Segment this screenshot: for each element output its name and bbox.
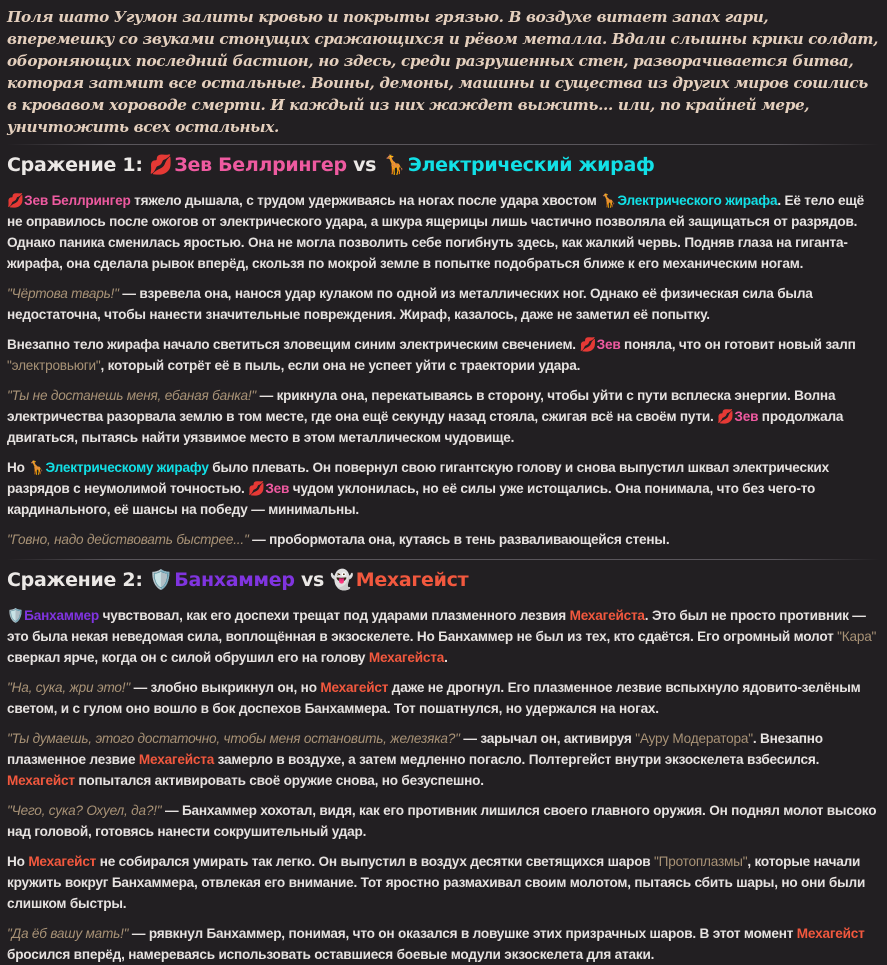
battle-1-paragraph-4 xyxy=(7,385,879,448)
text: — Банхаммер хохотал, видя, как его противник лишился своего главного оружия. Он поднял молот высоко над головой, готовясь нанести сокрушительный удар. xyxy=(7,803,877,839)
zev-name: Зев xyxy=(596,337,621,352)
battle-1-paragraph-1 xyxy=(7,190,879,274)
text: бросился вперёд, намереваясь использовать оставшиеся боевые модули экзоскелета для атаки. xyxy=(7,947,655,962)
term: "Кара" xyxy=(837,629,877,644)
term: "Протоплазмы" xyxy=(654,854,748,869)
text: поняла, что он готовит новый залп xyxy=(620,337,856,352)
text: Но xyxy=(7,460,29,475)
lips-icon: 💋 xyxy=(7,193,24,208)
battle-2-section xyxy=(7,565,879,965)
mechageist-name: Мехагейст xyxy=(28,854,97,869)
intro-paragraph: Поля шато Угумон залиты кровью и покрыты грязью. В воздухе витает запах гари, вперемешку со звуками стонущих сражающихся и рёвом металла. Вдали слышны крики солдат, обороняющих последний бастион, но здесь, среди разрушенных стен, разворачивается битва, которая затмит все остальные. Воины, демоны, машины и существа из других миров сошлись в кровавом хороводе смерти. И каждый из них жаждет выжить... или, по крайней мере, уничтожить всех остальных. xyxy=(7,8,879,136)
quote: "На, сука, жри это!" xyxy=(7,680,130,695)
shield-icon: 🛡️ xyxy=(7,608,24,623)
battle-1-paragraph-2 xyxy=(7,283,879,325)
section-divider xyxy=(7,559,879,560)
zev-name: Зев xyxy=(265,481,290,496)
mechageist-name: Мехагейста xyxy=(368,650,445,665)
battle-2-paragraph-6 xyxy=(7,923,879,965)
battle-2-title-prefix: Сражение 2: xyxy=(7,569,143,591)
battle-2-paragraph-4 xyxy=(7,800,879,842)
text: — рявкнул Банхаммер, понимая, что он оказался в ловушке этих призрачных шаров. В этот момент xyxy=(128,926,797,941)
text: сверкал ярче, когда он с силой обрушил его на голову xyxy=(7,650,369,665)
lips-icon: 💋 xyxy=(717,409,734,424)
text: — зарычал он, активируя xyxy=(459,731,636,746)
text: — злобно выкрикнул он, но xyxy=(130,680,321,695)
text: было плевать. Он повернул свою гигантскую голову и снова выпустил шквал электрических разрядов с неумолимой точностью. xyxy=(7,460,829,496)
text: — взревела она, нанося удар кулаком по одной из металлических ног. Однако её физическая сила была недостаточна, чтобы нанести значительные повреждения. Жираф, казалось, даже не заметил её попытку. xyxy=(7,286,813,322)
text: чудом уклонилась, но её силы уже истощались. Она понимала, что без чего-то кардинального, её шансы на победу — минимальны. xyxy=(7,481,816,517)
fighter-zev-name: Зев Беллрингер xyxy=(174,154,347,176)
battle-1-title xyxy=(7,150,879,180)
giraffe-icon: 🦒 xyxy=(600,193,617,208)
battle-2-paragraph-1 xyxy=(7,605,879,668)
quote: "Ты не достанешь меня, ебаная банка!" xyxy=(7,388,257,403)
battle-2-paragraph-2 xyxy=(7,677,879,719)
text: , которые начали кружить вокруг Банхаммера, отвлекая его внимание. Тот яростно размахивал своим молотом, пытаясь сбить шары, но они были слишком быстры. xyxy=(7,854,866,911)
text: попытался активировать своё оружие снова, но безуспешно. xyxy=(74,773,484,788)
fighter-mechageist-name: Мехагейст xyxy=(355,569,469,591)
battle-2-paragraph-3 xyxy=(7,728,879,791)
mechageist-name: Мехагейст xyxy=(796,926,865,941)
text: . Внезапно плазменное лезвие xyxy=(7,731,823,767)
mechageist-name: Мехагейст xyxy=(7,773,75,788)
text: — крикнула она, перекатываясь в сторону, чтобы уйти с пути всплеска энергии. Волна электричества разорвала землю в том месте, где она ещё секунду назад стояла, сжигая всё на своём пути. xyxy=(7,388,836,424)
battle-1-title-prefix: Сражение 1: xyxy=(7,154,143,176)
text: . xyxy=(444,650,448,665)
text: , который сотрёт её в пыль, если она не успеет уйти с траектории удара. xyxy=(100,358,581,373)
text: тяжело дышала, с трудом удерживаясь на ногах после удара хвостом xyxy=(130,193,601,208)
text: — пробормотала она, кутаясь в тень разваливающейся стены. xyxy=(248,532,670,547)
zev-name: Зев xyxy=(734,409,759,424)
text: Но xyxy=(7,854,29,869)
quote: "Чёртова тварь!" xyxy=(7,286,119,301)
text: не собирался умирать так легко. Он выпустил в воздух десятки светящихся шаров xyxy=(96,854,655,869)
vs-label: vs xyxy=(353,154,377,176)
giraffe-name: Электрическому жирафу xyxy=(45,460,209,475)
giraffe-name: Электрического жирафа xyxy=(617,193,778,208)
text: чувствовал, как его доспехи трещат под ударами плазменного лезвия xyxy=(99,608,570,623)
section-divider xyxy=(7,144,879,145)
fighter-banhammer-name: Банхаммер xyxy=(174,569,295,591)
quote: "Да ёб вашу мать!" xyxy=(7,926,129,941)
text: . Это был не просто противник — это была некая неведомая сила, воплощённая в экзоскелете. Но Банхаммер не был из тех, кто сдаётся. Его огромный молот xyxy=(7,608,866,644)
battle-1-paragraph-5 xyxy=(7,457,879,520)
lips-icon: 💋 xyxy=(579,337,597,352)
battle-1-paragraph-3 xyxy=(7,334,879,376)
giraffe-icon: 🦒 xyxy=(382,154,406,176)
quote: "Чего, сука? Охуел, да?!" xyxy=(7,803,162,818)
quote: "Ты думаешь, этого достаточно, чтобы меня остановить, железяка?" xyxy=(7,731,460,746)
zev-name: Зев Беллрингер xyxy=(24,193,131,208)
shield-icon: 🛡️ xyxy=(148,569,173,591)
battle-2-paragraph-5 xyxy=(7,851,879,914)
banhammer-name: Банхаммер xyxy=(24,608,100,623)
ghost-icon: 👻 xyxy=(330,569,354,591)
text: продолжала двигаться, пытаясь найти уязвимое место в этом металлическом чудовище. xyxy=(7,409,844,445)
lips-icon: 💋 xyxy=(148,154,173,176)
term: "Ауру Модератора" xyxy=(635,731,753,746)
text: Внезапно тело жирафа начало светиться зловещим синим электрическим свечением. xyxy=(7,337,580,352)
lips-icon: 💋 xyxy=(248,481,265,496)
fighter-giraffe-name: Электрический жираф xyxy=(407,154,655,176)
battle-1-section xyxy=(7,150,879,550)
mechageist-name: Мехагейста xyxy=(138,752,215,767)
mechageist-name: Мехагейста xyxy=(569,608,645,623)
battle-1-paragraph-6 xyxy=(7,529,879,550)
term: "электровьюги" xyxy=(7,358,101,373)
mechageist-name: Мехагейст xyxy=(320,680,389,695)
text: замерло в воздухе, а затем медленно погасло. Полтергейст внутри экзоскелета взбесился. xyxy=(214,752,820,767)
text: . Её тело ещё не оправилось после ожогов от электрического удара, а шкура ящерицы лишь частично позволяла ей защищаться от разрядов. Однако паника сменилась яростью. Она не могла позволить себе погибнуть здесь, как жалкий червь. Подняв глаза на гиганта-жирафа, она сделала рывок вперёд, скользя по мокрой земле в попытке подобраться ближе к его механическим ногам. xyxy=(7,193,865,271)
text: даже не дрогнул. Его плазменное лезвие вспыхнуло ядовито-зелёным светом, и с гулом оно вошло в бок доспехов Банхаммера. Тот пошатнулся, но удержался на ногах. xyxy=(7,680,861,716)
battle-2-title xyxy=(7,565,879,595)
giraffe-icon: 🦒 xyxy=(28,460,46,475)
vs-label: vs xyxy=(300,569,325,591)
quote: "Говно, надо действовать быстрее..." xyxy=(7,532,249,547)
